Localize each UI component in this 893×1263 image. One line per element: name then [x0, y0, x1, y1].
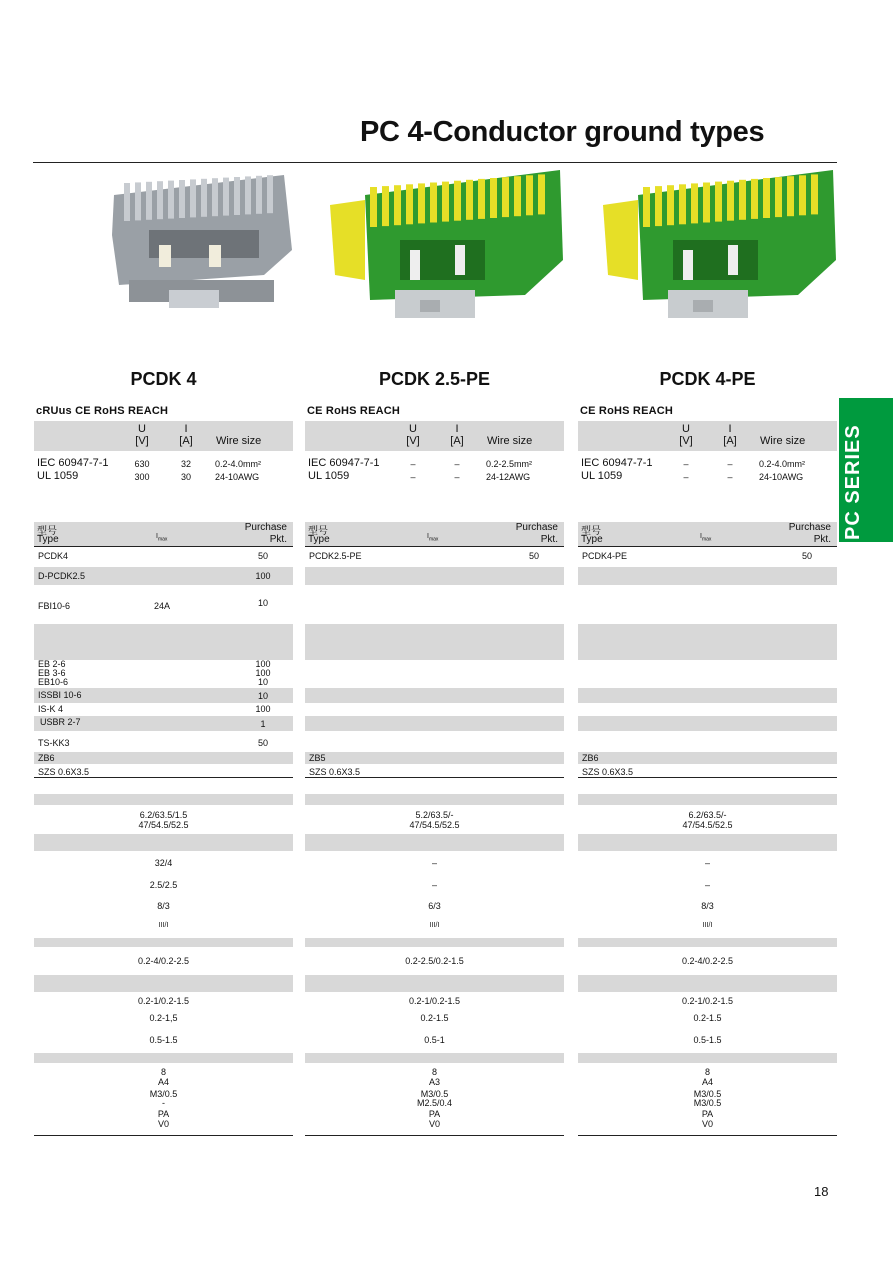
conductor-value: 0.2-1/0.2-1.5 — [408, 996, 461, 1006]
band — [305, 1053, 564, 1063]
hdr-i: I — [455, 423, 459, 435]
ul-current: – — [727, 472, 733, 482]
band — [305, 975, 564, 992]
terminal-fin — [418, 183, 425, 223]
terminal-fin — [502, 177, 509, 217]
terminal-fin — [691, 183, 698, 223]
row-pkt: 50 — [257, 738, 268, 748]
band — [34, 975, 293, 992]
band — [578, 1053, 837, 1063]
band — [305, 938, 564, 947]
band — [34, 624, 293, 660]
hdr-i: I — [184, 423, 188, 435]
terminal-fin — [146, 182, 152, 220]
th-imax: $I_{max}$ — [427, 533, 439, 543]
terminal-fin — [124, 183, 130, 221]
terminal-clamp — [455, 245, 465, 275]
row-type: USBR 2-7 — [40, 717, 81, 727]
row-type: TS-KK3 — [38, 738, 70, 748]
accessory-bottom-rule — [305, 777, 564, 778]
band — [578, 624, 837, 660]
standard-ul: UL 1059 — [308, 470, 350, 482]
band — [34, 752, 293, 764]
conductor-value: 0.5-1 — [424, 1035, 445, 1045]
terminal-fin — [157, 181, 163, 219]
column-bottom-rule — [578, 1135, 837, 1136]
terminal-fin — [715, 182, 722, 222]
electrical-value: 8/3 — [157, 901, 170, 911]
row-pkt: 10 — [257, 598, 268, 608]
terminal-fin — [514, 176, 521, 216]
band — [305, 752, 564, 764]
electrical-value: 6/3 — [428, 901, 441, 911]
material-value: M2.5/0.4 — [416, 1098, 453, 1108]
band — [34, 938, 293, 947]
terminal-clamp — [683, 250, 693, 280]
dim-value: 6.2/63.5/- — [688, 810, 727, 820]
ul-voltage: – — [410, 472, 416, 482]
terminal-fin — [538, 174, 545, 214]
accessory-bottom-rule — [578, 777, 837, 778]
material-value: 8 — [431, 1067, 437, 1077]
page-number: 18 — [814, 1184, 829, 1199]
terminal-clamp — [410, 250, 420, 280]
terminal-fin — [811, 174, 818, 214]
standard-ul: UL 1059 — [581, 470, 623, 482]
band — [578, 688, 837, 703]
din-rail — [169, 290, 219, 308]
material-value: PA — [428, 1109, 441, 1119]
certification-marks: CE RoHS REACH — [580, 405, 674, 417]
terminal-fin — [168, 181, 174, 219]
band — [34, 1053, 293, 1063]
certification-marks: cRUus CE RoHS REACH — [36, 405, 169, 417]
terminal-fin — [703, 183, 710, 223]
band — [305, 624, 564, 660]
material-value: 8 — [160, 1067, 166, 1077]
terminal-fin — [667, 185, 674, 225]
row-type: SZS 0.6X3.5 — [582, 767, 634, 777]
end-cover — [603, 200, 638, 280]
iec-voltage: – — [683, 459, 689, 469]
th-purchase: Purchase — [244, 522, 287, 533]
ul-current: 30 — [180, 472, 191, 482]
band — [578, 834, 837, 851]
material-value: M3/0.5 — [693, 1098, 722, 1108]
conductor-value: 0.2-4/0.2-2.5 — [137, 956, 190, 966]
hdr-u: U — [409, 423, 417, 435]
product-image — [34, 165, 293, 340]
hdr-wire-size: Wire size — [216, 435, 262, 447]
certification-marks: CE RoHS REACH — [307, 405, 401, 417]
row-imax: 24A — [154, 601, 171, 611]
terminal-fin — [430, 183, 437, 223]
page-title: PC 4-Conductor ground types — [360, 116, 765, 148]
electrical-value: – — [704, 858, 710, 868]
material-value: PA — [157, 1109, 170, 1119]
standard-iec: IEC 60947-7-1 — [581, 457, 653, 469]
band — [578, 975, 837, 992]
th-type: Type — [581, 534, 603, 545]
terminal-fin — [751, 179, 758, 219]
row-pkt: 1 — [260, 719, 266, 729]
row-pkt: 50 — [801, 551, 812, 561]
terminal-fin — [655, 186, 662, 226]
conductor-value: 0.2-1,5 — [149, 1013, 178, 1023]
terminal-fin — [223, 178, 229, 216]
row-pkt: 100 — [255, 704, 271, 714]
terminal-fin — [454, 181, 461, 221]
iec-voltage: 630 — [134, 459, 150, 469]
th-pkt: Pkt. — [540, 534, 558, 545]
electrical-value: III/I — [429, 922, 440, 929]
terminal-fin — [234, 177, 240, 215]
terminal-fin — [466, 180, 473, 220]
row-pkt: 100 — [255, 571, 271, 581]
terminal-fin — [190, 179, 196, 217]
conductor-value: 0.2-1/0.2-1.5 — [137, 996, 190, 1006]
terminal-fin — [478, 179, 485, 219]
standard-iec: IEC 60947-7-1 — [308, 457, 380, 469]
terminal-fin — [201, 179, 207, 217]
material-value: A3 — [428, 1077, 440, 1087]
material-value: M3/0.5 — [693, 1089, 722, 1099]
terminal-fin — [135, 182, 141, 220]
th-pkt: Pkt. — [269, 534, 287, 545]
terminal-fin — [382, 186, 389, 226]
terminal-fin — [179, 180, 185, 218]
rail-screw — [693, 300, 713, 312]
band — [578, 567, 837, 585]
material-value: M3/0.5 — [420, 1089, 449, 1099]
ul-wire: 24-10AWG — [759, 472, 804, 482]
dim-value: 47/54.5/52.5 — [138, 820, 189, 830]
conductor-value: 0.5-1.5 — [149, 1035, 178, 1045]
standard-iec: IEC 60947-7-1 — [37, 457, 109, 469]
terminal-fin — [370, 187, 377, 227]
accessory-bottom-rule — [34, 777, 293, 778]
hdr-u: U — [682, 423, 690, 435]
hdr-i: I — [728, 423, 732, 435]
terminal-fin — [245, 176, 251, 214]
th-type-cn: 型号 — [581, 526, 601, 537]
hdr-v: [V] — [135, 435, 149, 447]
th-pkt: Pkt. — [813, 534, 831, 545]
iec-wire: 0.2-2.5mm² — [486, 459, 533, 469]
band — [305, 567, 564, 585]
band — [578, 794, 837, 805]
th-type: Type — [308, 534, 330, 545]
conductor-value: 0.2-1.5 — [693, 1013, 722, 1023]
material-value: PA — [701, 1109, 714, 1119]
row-type: SZS 0.6X3.5 — [309, 767, 361, 777]
product-name: PCDK 4 — [130, 369, 197, 389]
terminal-clamp — [159, 245, 171, 267]
terminal-clamp — [209, 245, 221, 267]
row-pkt: 50 — [528, 551, 539, 561]
terminal-fin — [679, 184, 686, 224]
terminal-fin — [643, 187, 650, 227]
electrical-value: III/I — [702, 922, 713, 929]
ul-wire: 24-10AWG — [215, 472, 260, 482]
th-type-cn: 型号 — [308, 526, 328, 537]
iec-current: 32 — [180, 459, 191, 469]
ul-wire: 24-12AWG — [486, 472, 531, 482]
electrical-value: – — [704, 880, 710, 890]
th-imax: $I_{max}$ — [156, 533, 168, 543]
electrical-value: 2.5/2.5 — [149, 880, 178, 890]
conductor-value: 0.2-4/0.2-2.5 — [681, 956, 734, 966]
accessory-header-rule — [305, 546, 564, 547]
row-pkt-eb: 100 100 10 — [255, 659, 271, 687]
hdr-wire-size: Wire size — [487, 435, 533, 447]
band — [305, 716, 564, 731]
conductor-value: 0.2-1.5 — [420, 1013, 449, 1023]
product-name: PCDK 4-PE — [659, 369, 756, 389]
hdr-a: [A] — [723, 435, 737, 447]
material-value: - — [162, 1098, 165, 1108]
row-type: ZB6 — [582, 753, 599, 763]
column-bottom-rule — [305, 1135, 564, 1136]
th-imax: $I_{max}$ — [700, 533, 712, 543]
iec-voltage: – — [410, 459, 416, 469]
column-bottom-rule — [34, 1135, 293, 1136]
electrical-value: – — [431, 880, 437, 890]
iec-current: – — [454, 459, 460, 469]
product-column-1 — [34, 0, 293, 1263]
dim-value: 6.2/63.5/1.5 — [139, 810, 188, 820]
conductor-value: 0.5-1.5 — [693, 1035, 722, 1045]
row-type: ZB6 — [38, 753, 55, 763]
row-type: SZS 0.6X3.5 — [38, 767, 90, 777]
material-value: V0 — [701, 1119, 713, 1129]
row-type: D-PCDK2.5 — [38, 571, 86, 581]
terminal-fin — [763, 178, 770, 218]
band — [578, 938, 837, 947]
terminal-fin — [526, 175, 533, 215]
iec-wire: 0.2-4.0mm² — [759, 459, 806, 469]
row-type: ISSBI 10-6 — [38, 690, 82, 700]
material-value: A4 — [701, 1077, 713, 1087]
terminal-fin — [799, 175, 806, 215]
terminal-fin — [406, 184, 413, 224]
th-purchase: Purchase — [515, 522, 558, 533]
terminal-fin — [727, 181, 734, 221]
band — [305, 794, 564, 805]
iec-current: – — [727, 459, 733, 469]
th-type: Type — [37, 534, 59, 545]
product-image — [578, 165, 837, 340]
rail-screw — [420, 300, 440, 312]
terminal-clamp — [728, 245, 738, 275]
hdr-v: [V] — [406, 435, 420, 447]
hdr-v: [V] — [679, 435, 693, 447]
row-pkt: 10 — [257, 691, 268, 701]
iec-wire: 0.2-4.0mm² — [215, 459, 262, 469]
row-type-eb: EB 2-6 EB 3-6 EB10-6 — [38, 659, 69, 687]
product-column-3 — [578, 0, 837, 1263]
band — [578, 716, 837, 731]
band — [578, 752, 837, 764]
terminal-fin — [442, 182, 449, 222]
electrical-value: 8/3 — [701, 901, 714, 911]
terminal-fin — [739, 180, 746, 220]
material-value: 8 — [704, 1067, 710, 1077]
row-pkt: 50 — [257, 551, 268, 561]
accessory-header-rule — [578, 546, 837, 547]
band — [34, 834, 293, 851]
hdr-wire-size: Wire size — [760, 435, 806, 447]
product-name: PCDK 2.5-PE — [378, 369, 491, 389]
hdr-u: U — [138, 423, 146, 435]
dim-value: 47/54.5/52.5 — [682, 820, 733, 830]
terminal-fin — [212, 178, 218, 216]
th-type-cn: 型号 — [37, 526, 57, 537]
terminal-fin — [787, 176, 794, 216]
accessory-header-rule — [34, 546, 293, 547]
row-type: IS-K 4 — [38, 704, 64, 714]
material-value: M3/0.5 — [149, 1089, 178, 1099]
th-purchase: Purchase — [788, 522, 831, 533]
terminal-fin — [490, 178, 497, 218]
row-type: ZB5 — [309, 753, 326, 763]
row-type: FBI10-6 — [38, 601, 71, 611]
dim-value: 47/54.5/52.5 — [409, 820, 460, 830]
material-value: V0 — [157, 1119, 169, 1129]
standard-ul: UL 1059 — [37, 470, 79, 482]
product-column-2 — [305, 0, 564, 1263]
product-image — [305, 165, 564, 340]
hdr-a: [A] — [450, 435, 464, 447]
row-type: PCDK4 — [38, 551, 69, 561]
hdr-a: [A] — [179, 435, 193, 447]
row-type: PCDK4-PE — [582, 551, 628, 561]
electrical-value: – — [431, 858, 437, 868]
ul-voltage: – — [683, 472, 689, 482]
band — [34, 794, 293, 805]
end-cover — [330, 200, 365, 280]
band — [305, 834, 564, 851]
dim-value: 5.2/63.5/- — [415, 810, 454, 820]
ul-current: – — [454, 472, 460, 482]
row-type: PCDK2.5-PE — [309, 551, 362, 561]
conductor-value: 0.2-1/0.2-1.5 — [681, 996, 734, 1006]
material-value: V0 — [428, 1119, 440, 1129]
ul-voltage: 300 — [134, 472, 150, 482]
material-value: A4 — [157, 1077, 169, 1087]
terminal-fin — [775, 177, 782, 217]
conductor-value: 0.2-2.5/0.2-1.5 — [405, 956, 464, 966]
terminal-fin — [267, 175, 273, 213]
electrical-value: III/I — [158, 922, 169, 929]
terminal-fin — [394, 185, 401, 225]
band — [305, 688, 564, 703]
electrical-value: 32/4 — [154, 858, 173, 868]
terminal-fin — [256, 176, 262, 214]
side-tab-label: PC SERIES — [842, 424, 864, 540]
